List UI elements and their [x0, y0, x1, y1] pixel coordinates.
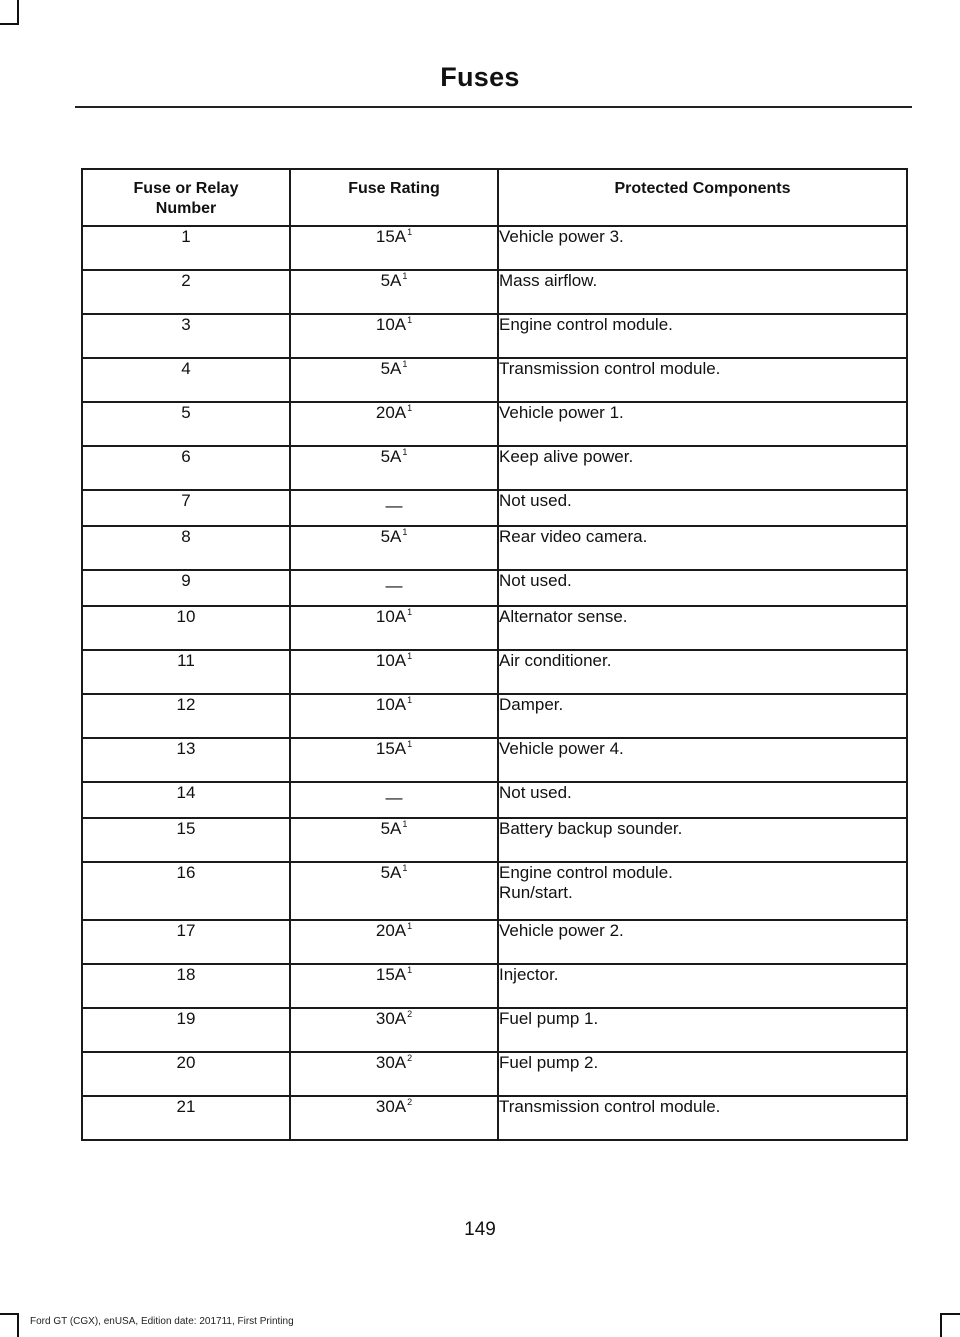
component-text: Air conditioner.: [499, 651, 612, 670]
protected-component: [498, 1052, 907, 1096]
fuse-rating-value: 5A: [380, 271, 402, 290]
table-row: [82, 526, 907, 570]
fuse-number: 2: [82, 270, 290, 314]
header-divider: [75, 106, 912, 108]
table-row: [82, 694, 907, 738]
fuse-rating: [290, 226, 498, 270]
component-text: Keep alive power.: [499, 447, 634, 466]
footnote-marker: 2: [407, 1097, 413, 1107]
fuse-rating: [290, 818, 498, 862]
table-row: [82, 782, 907, 818]
fuse-rating-value: 30A: [375, 1009, 407, 1028]
fuse-rating: [290, 862, 498, 920]
fuse-number: 21: [82, 1096, 290, 1140]
fuse-number: 19: [82, 1008, 290, 1052]
fuse-rating: [290, 490, 498, 526]
footnote-marker: 1: [407, 227, 413, 237]
fuse-number: 13: [82, 738, 290, 782]
component-text: Battery backup sounder.: [499, 819, 683, 838]
footnote-marker: 1: [402, 819, 408, 829]
fuse-rating-value: —: [385, 576, 403, 595]
table-row: [82, 606, 907, 650]
fuse-rating-value: 10A: [375, 315, 407, 334]
protected-component: [498, 964, 907, 1008]
protected-component: [498, 738, 907, 782]
fuse-rating-value: 20A: [375, 403, 407, 422]
protected-component: [498, 1008, 907, 1052]
column-header-components: Protected Components: [498, 169, 907, 226]
protected-component: [498, 314, 907, 358]
table-row: [82, 818, 907, 862]
fuse-number: 5: [82, 402, 290, 446]
footnote-marker: 1: [407, 739, 413, 749]
component-text: Vehicle power 2.: [499, 921, 624, 940]
fuse-number: 11: [82, 650, 290, 694]
table-row: [82, 650, 907, 694]
protected-component: [498, 920, 907, 964]
component-text: Vehicle power 4.: [499, 739, 624, 758]
fuse-rating: [290, 606, 498, 650]
component-text: Fuel pump 1.: [499, 1009, 599, 1028]
protected-component: [498, 526, 907, 570]
fuse-rating-value: 10A: [375, 651, 407, 670]
protected-component: [498, 818, 907, 862]
fuse-rating: [290, 1052, 498, 1096]
table-header-row: [82, 169, 907, 226]
component-text: Mass airflow.: [499, 271, 598, 290]
crop-mark: [17, 0, 19, 24]
protected-component: [498, 782, 907, 818]
fuse-rating-value: 10A: [375, 607, 407, 626]
fuse-number: 7: [82, 490, 290, 526]
component-text: Engine control module.: [499, 315, 673, 334]
component-text: Vehicle power 1.: [499, 403, 624, 422]
crop-mark: [940, 1313, 942, 1337]
column-header-rating: Fuse Rating: [290, 169, 498, 226]
fuse-number: 18: [82, 964, 290, 1008]
crop-mark: [0, 23, 19, 25]
fuse-rating-value: 30A: [375, 1053, 407, 1072]
protected-component: [498, 270, 907, 314]
footnote-marker: 1: [402, 271, 408, 281]
fuse-rating: [290, 526, 498, 570]
fuse-rating: [290, 650, 498, 694]
fuse-table-body: [82, 226, 907, 1140]
fuse-rating: [290, 1008, 498, 1052]
fuse-rating-value: —: [385, 496, 403, 515]
footnote-marker: 1: [402, 447, 408, 457]
crop-mark: [940, 1313, 960, 1315]
table-row: [82, 1096, 907, 1140]
crop-mark: [17, 1313, 19, 1337]
component-text: Transmission control module.: [499, 1097, 721, 1116]
fuse-rating-value: 30A: [375, 1097, 407, 1116]
footnote-marker: 1: [407, 695, 413, 705]
fuse-rating: [290, 920, 498, 964]
footnote-marker: 1: [407, 651, 413, 661]
table-row: [82, 920, 907, 964]
fuse-rating-value: 15A: [375, 227, 407, 246]
protected-component: [498, 862, 907, 920]
fuse-number: 14: [82, 782, 290, 818]
fuse-rating: [290, 782, 498, 818]
table-row: [82, 270, 907, 314]
fuse-rating-value: 10A: [375, 695, 407, 714]
component-text: Not used.: [499, 783, 572, 802]
fuse-rating-value: 15A: [375, 739, 407, 758]
fuse-rating: [290, 402, 498, 446]
protected-component: [498, 490, 907, 526]
fuse-rating-value: 5A: [380, 819, 402, 838]
fuse-rating-value: 5A: [380, 527, 402, 546]
fuse-rating: [290, 570, 498, 606]
fuse-number: 12: [82, 694, 290, 738]
footnote-marker: 1: [407, 921, 413, 931]
crop-mark: [0, 1313, 19, 1315]
fuse-number: 17: [82, 920, 290, 964]
protected-component: [498, 650, 907, 694]
footnote-marker: 1: [407, 315, 413, 325]
table-row: [82, 226, 907, 270]
fuse-rating: [290, 270, 498, 314]
fuse-number: 8: [82, 526, 290, 570]
fuse-rating-value: 5A: [380, 359, 402, 378]
protected-component: [498, 358, 907, 402]
page-title: Fuses: [440, 62, 520, 92]
fuse-number: 6: [82, 446, 290, 490]
column-header-number: Fuse or Relay Number: [82, 169, 290, 226]
table-row: [82, 314, 907, 358]
component-text: Rear video camera.: [499, 527, 648, 546]
fuse-number: 20: [82, 1052, 290, 1096]
protected-component: [498, 694, 907, 738]
protected-component: [498, 1096, 907, 1140]
fuse-rating-value: 20A: [375, 921, 407, 940]
table-row: [82, 964, 907, 1008]
component-text: Alternator sense.: [499, 607, 628, 626]
fuse-rating: [290, 314, 498, 358]
fuse-number: 15: [82, 818, 290, 862]
component-text: Not used.: [499, 491, 572, 510]
fuse-number: 10: [82, 606, 290, 650]
protected-component: [498, 570, 907, 606]
table-row: [82, 1008, 907, 1052]
fuse-rating: [290, 964, 498, 1008]
table-row: [82, 446, 907, 490]
fuse-number: 3: [82, 314, 290, 358]
fuse-rating-value: 15A: [375, 965, 407, 984]
fuse-rating: [290, 694, 498, 738]
footnote-marker: 1: [402, 863, 408, 873]
table-row: [82, 862, 907, 920]
table-row: [82, 570, 907, 606]
page-number: 149: [464, 1219, 496, 1240]
protected-component: [498, 606, 907, 650]
fuse-rating: [290, 358, 498, 402]
component-text: Not used.: [499, 571, 572, 590]
protected-component: [498, 402, 907, 446]
table-row: [82, 1052, 907, 1096]
footnote-marker: 1: [407, 403, 413, 413]
table-row: [82, 402, 907, 446]
component-text: Transmission control module.: [499, 359, 721, 378]
fuse-number: 9: [82, 570, 290, 606]
component-text: Run/start.: [499, 883, 573, 902]
fuse-table: [81, 168, 908, 1141]
component-text: Fuel pump 2.: [499, 1053, 599, 1072]
fuse-number: 4: [82, 358, 290, 402]
footnote-marker: 1: [407, 607, 413, 617]
fuse-rating: [290, 738, 498, 782]
fuse-rating: [290, 1096, 498, 1140]
table-row: [82, 490, 907, 526]
component-text: Vehicle power 3.: [499, 227, 624, 246]
fuse-rating-value: 5A: [380, 863, 402, 882]
fuse-number: 1: [82, 226, 290, 270]
footnote-marker: 1: [402, 359, 408, 369]
footnote-marker: 1: [407, 965, 413, 975]
footnote-marker: 1: [402, 527, 408, 537]
footer-edition-info: Ford GT (CGX), enUSA, Edition date: 201711, First Printing: [30, 1316, 294, 1327]
table-row: [82, 358, 907, 402]
fuse-rating: [290, 446, 498, 490]
table-row: [82, 738, 907, 782]
component-text: Injector.: [499, 965, 559, 984]
protected-component: [498, 446, 907, 490]
footnote-marker: 2: [407, 1053, 413, 1063]
protected-component: [498, 226, 907, 270]
fuse-rating-value: —: [385, 788, 403, 807]
fuse-rating-value: 5A: [380, 447, 402, 466]
component-text: Engine control module.: [499, 863, 673, 882]
fuse-number: 16: [82, 862, 290, 920]
component-text: Damper.: [499, 695, 564, 714]
footnote-marker: 2: [407, 1009, 413, 1019]
